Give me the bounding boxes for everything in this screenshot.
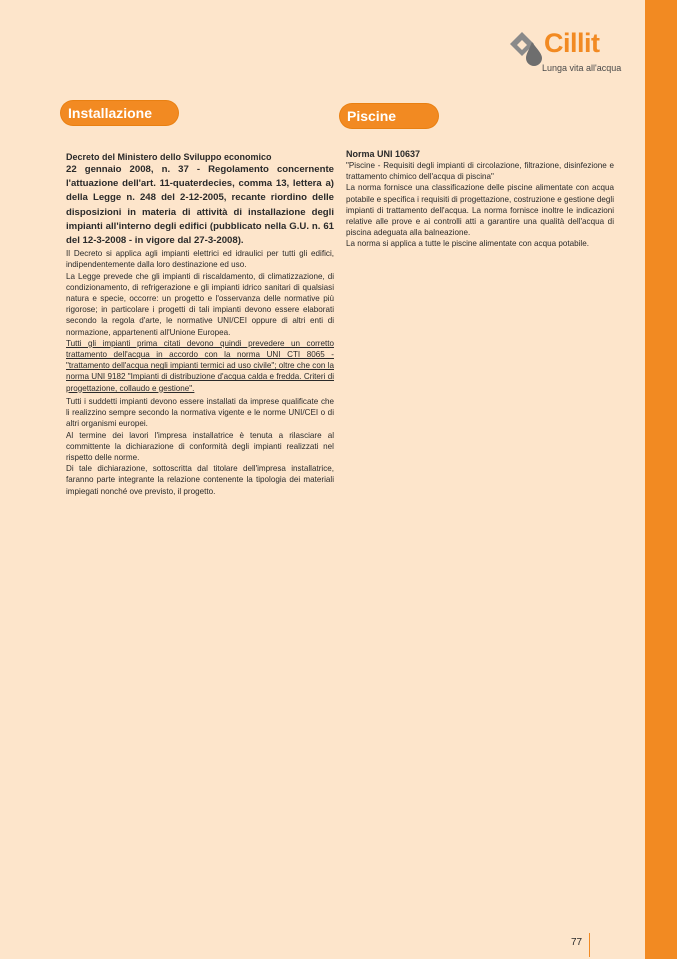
left-column-lower [66,396,334,497]
logo-tagline: Lunga vita all'acqua [542,63,622,73]
section-title-piscine: Piscine [340,104,438,128]
decree-paragraph-2: La Legge prevede che gli impianti di riscaldamento, di climatizzazione, di condizionamento, di refrigerazione e gli impianti idrico sanitari di qualsiasi natura e specie, occorre: un progetto e l'osservanza delle normative più rigorose; in particolare i progetti di tali impianti devono essere elaborati secondo la regola d'arte, le normative UNI/CEI oppure di altri enti di normazione, appartenenti all'Unione Europea. [66,271,334,337]
install-paragraph-3: Di tale dichiarazione, sottoscritta dal titolare dell'impresa installatrice, faranno parte integrante la relazione contenente la tipologia dei materiali impiegati nonché ove previsto, il progetto. [66,464,334,496]
orange-side-bar [645,0,677,959]
cillit-diamond-drop-icon [508,28,548,68]
left-column [66,151,334,394]
decree-heading: Decreto del Ministero dello Sviluppo economico [66,152,272,162]
page-number-rule [589,933,590,957]
page-number: 77 [571,937,583,948]
decree-paragraph-underlined: Tutti gli impianti prima citati devono quindi prevedere un corretto trattamento dell'acqua in accordo con la norma UNI CTI 8065 - "trattamento dell'acqua negli impianti termici ad uso civile"; oltre che con la norma UNI 9182 "Impianti di distribuzione d'acqua calda e fredda. Criteri di progettazione, collaudo e gestione". [66,338,334,393]
norm-heading: Norma UNI 10637 [346,149,421,159]
norm-paragraph-2: La norma fornisce una classificazione delle piscine alimentate con acqua potabile e specifica i requisiti di progettazione, costruzione e gestione degli impianti di trattamento dell'acqua. La norma fornisce inoltre le indicazioni relative alle prove e ai controlli atti a garantire una qualità dell'acqua di piscina adeguata alla balneazione. [346,183,614,238]
install-paragraph-1: Tutti i suddetti impianti devono essere installati da imprese qualificate che li realizzino sempre secondo la normativa vigente e le norme UNI/CEI o di altri organismi europei. [66,397,334,429]
right-column [346,148,614,250]
norm-paragraph-3: La norma si applica a tutte le piscine alimentate con acqua potabile. [346,239,589,249]
decree-title: 22 gennaio 2008, n. 37 - Regolamento concernente l'attuazione dell'art. 11-quaterdecies, comma 13, lettera a) della Legge n. 248 del 2-12-2005, recante riordino delle disposizioni in materia di attività di installazione degli impianti all'interno degli edifici (pubblicato nella G.U. n. 61 del 12-3-2008 - in vigore dal 27-3-2008). [66,164,334,247]
cillit-logo [508,28,626,78]
section-title-installazione: Installazione [61,101,178,125]
logo-wordmark: Cillit [544,28,600,58]
decree-paragraph-1: Il Decreto si applica agli impianti elettrici ed idraulici per tutti gli edifici, indipendentemente dalla loro destinazione ed uso. [66,249,334,270]
norm-paragraph-1: "Piscine - Requisiti degli impianti di circolazione, filtrazione, disinfezione e trattamento chimico dell'acqua di piscina" [346,161,614,182]
install-paragraph-2: Al termine dei lavori l'impresa installatrice è tenuta a rilasciare al committente la dichiarazione di conformità degli impianti realizzati nel rispetto delle norme. [66,430,334,463]
